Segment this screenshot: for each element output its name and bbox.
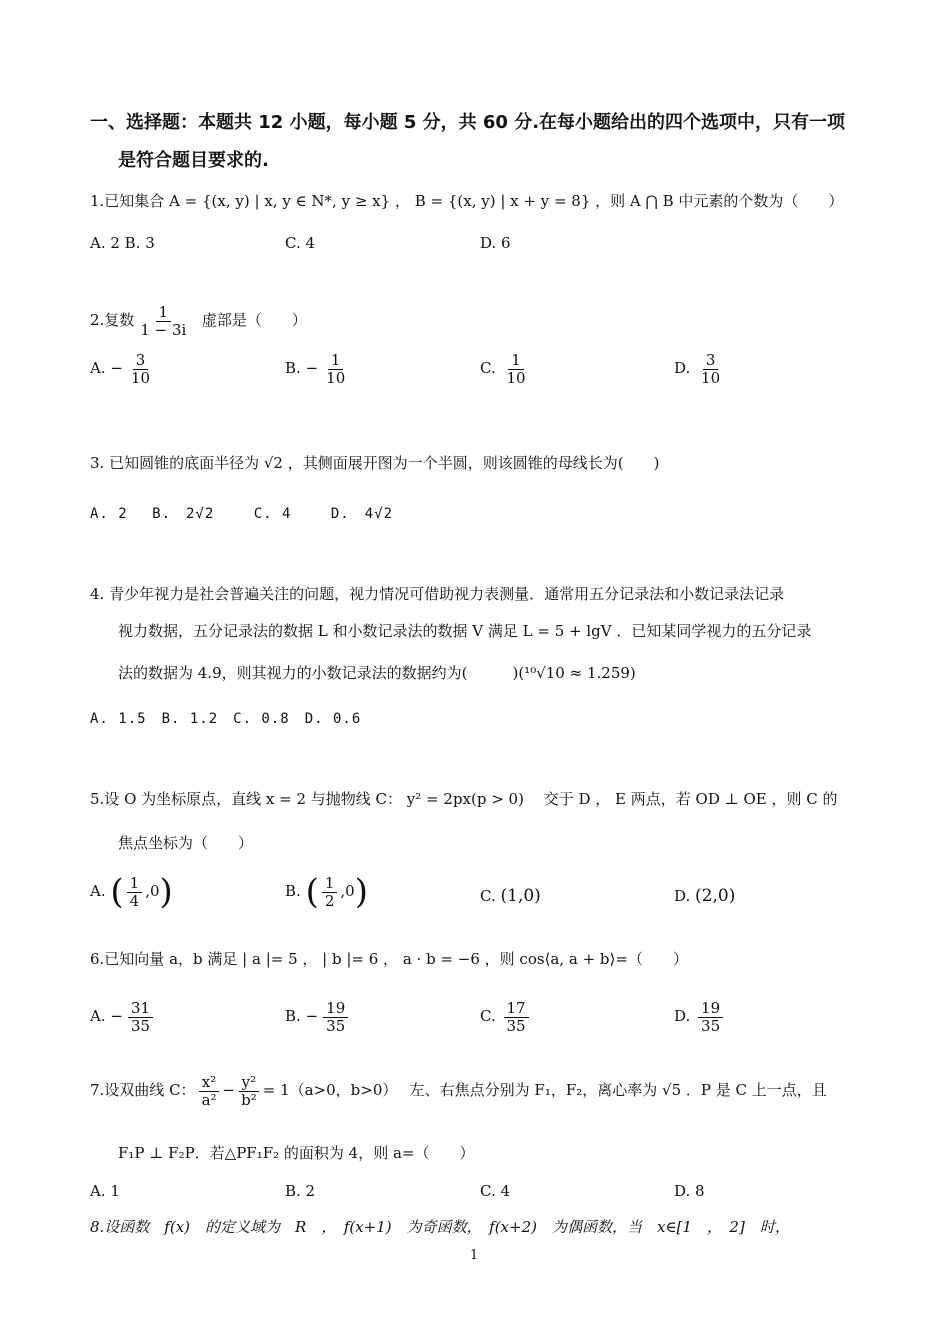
q4-line1: 4. 青少年视力是社会普遍关注的问题，视力情况可借助视力表测量．通常用五分记录法和小数记录法记录 [90, 585, 785, 603]
q2-fraction-denominator: 1 − 3i [140, 320, 187, 339]
q2-stem-prefix: 2.复数 [90, 311, 135, 329]
q7-option-b: B. 2 [285, 1182, 316, 1200]
q3-options: A. 2 B. 2√2 C. 4 D. 4√2 [90, 506, 394, 522]
q7-fraction-y: $\frac{\text{y²}}{\text{b²}}$ [238, 1074, 260, 1108]
q1-option-ab: A. 2 B. 3 [90, 234, 155, 252]
q1-stem: 1.已知集合 A = {(x, y) | x, y ∈ N*, y ≥ x} ， B = {(x, y) | x + y = 8} ，则 A ⋂ B 中元素的个数为（ ） [90, 192, 844, 210]
q5-option-d: D. (2,0) [674, 886, 736, 906]
q2-option-b: B. − $\frac{1}{10}$ [285, 351, 346, 387]
q7-prefix: 7.设双曲线 C： [90, 1081, 196, 1099]
q2-fraction [137, 304, 189, 338]
page-number: 1 [470, 1248, 479, 1263]
q3-stem: 3. 已知圆锥的底面半径为 √2 ，其侧面展开图为一个半圆，则该圆锥的母线长为( ) [90, 454, 660, 472]
section-title-line1: 一、选择题：本题共 12 小题，每小题 5 分，共 60 分.在每小题给出的四个选项中，只有一项 [90, 112, 846, 133]
q6-option-b: B. − $\frac{19}{35}$ [285, 1000, 351, 1034]
q4-line2: 视力数据，五分记录法的数据 L 和小数记录法的数据 V 满足 L = 5 + lgV ．已知某同学视力的五分记录 [118, 622, 812, 640]
q6-option-a: A. − $\frac{31}{35}$ [90, 1000, 156, 1034]
q6-option-d: D. $\frac{19}{35}$ [674, 1000, 726, 1034]
q2-option-d: D. $\frac{3}{10}$ [674, 351, 721, 387]
q2-option-c: C. $\frac{1}{10}$ [480, 351, 526, 387]
q1-option-d: D. 6 [480, 234, 511, 252]
q7-option-c: C. 4 [480, 1182, 511, 1200]
q2-option-a: A. − $\frac{3}{10}$ [90, 351, 151, 387]
q7-fraction-x: $\frac{\text{x²}}{\text{a²}}$ [199, 1074, 220, 1108]
q4-options: A. 1.5 B. 1.2 C. 0.8 D. 0.6 [90, 711, 362, 727]
q5-option-a: A. ( $\frac{1}{4}$ ,0) [90, 872, 173, 912]
q1-option-c: C. 4 [285, 234, 316, 252]
q5-option-b: B. ( $\frac{1}{2}$ ,0) [285, 872, 368, 912]
q8-stem: 8.设函数 f(x) 的定义域为 R ， f(x+1) 为奇函数， f(x+2) 为偶函数，当 x∈[1 ， 2] 时， [90, 1218, 790, 1236]
q6-option-c: C. $\frac{17}{35}$ [480, 1000, 532, 1034]
q2-fraction-numerator: 1 [156, 304, 172, 322]
q7-option-d: D. 8 [674, 1182, 705, 1200]
q5-line2: 焦点坐标为（ ） [118, 834, 254, 852]
q7-option-a: A. 1 [90, 1182, 120, 1200]
q5-line1: 5.设 O 为坐标原点，直线 x = 2 与抛物线 C： y² = 2px(p > 0) 交于 D ， E 两点，若 OD ⊥ OE ，则 C 的 [90, 790, 838, 808]
section-title-line2: 是符合题目要求的. [118, 150, 269, 171]
q7-rest: = 1（a>0，b>0） 左、右焦点分别为 F₁，F₂，离心率为 √5 ．P 是 C 上一点，且 [262, 1081, 827, 1099]
q2-stem-suffix: 虚部是（ ） [201, 311, 307, 329]
q5-option-c: C. (1,0) [480, 886, 541, 906]
q6-stem: 6.已知向量 a，b 满足 | a |= 5 ， | b |= 6 ， a · b = −6 ，则 cos⟨a, a + b⟩=（ ） [90, 950, 688, 968]
q7-stem: 7.设双曲线 C： $\frac{\text{x²}}{\text{a²}}$ − $\frac{\text{y²}}{\text{b²}}$ = 1（a>0，b>0） 左、右焦点分别为 F₁，F₂，离心率为 √5 ．P 是 C 上一点，且 [90, 1073, 827, 1109]
q7-line2: F₁P ⊥ F₂P．若△PF₁F₂ 的面积为 4，则 a=（ ） [118, 1144, 475, 1162]
q2-stem [90, 304, 307, 338]
q4-line3: 法的数据为 4.9，则其视力的小数记录法的数据约为( )(¹⁰√10 ≈ 1.259) [118, 664, 636, 682]
